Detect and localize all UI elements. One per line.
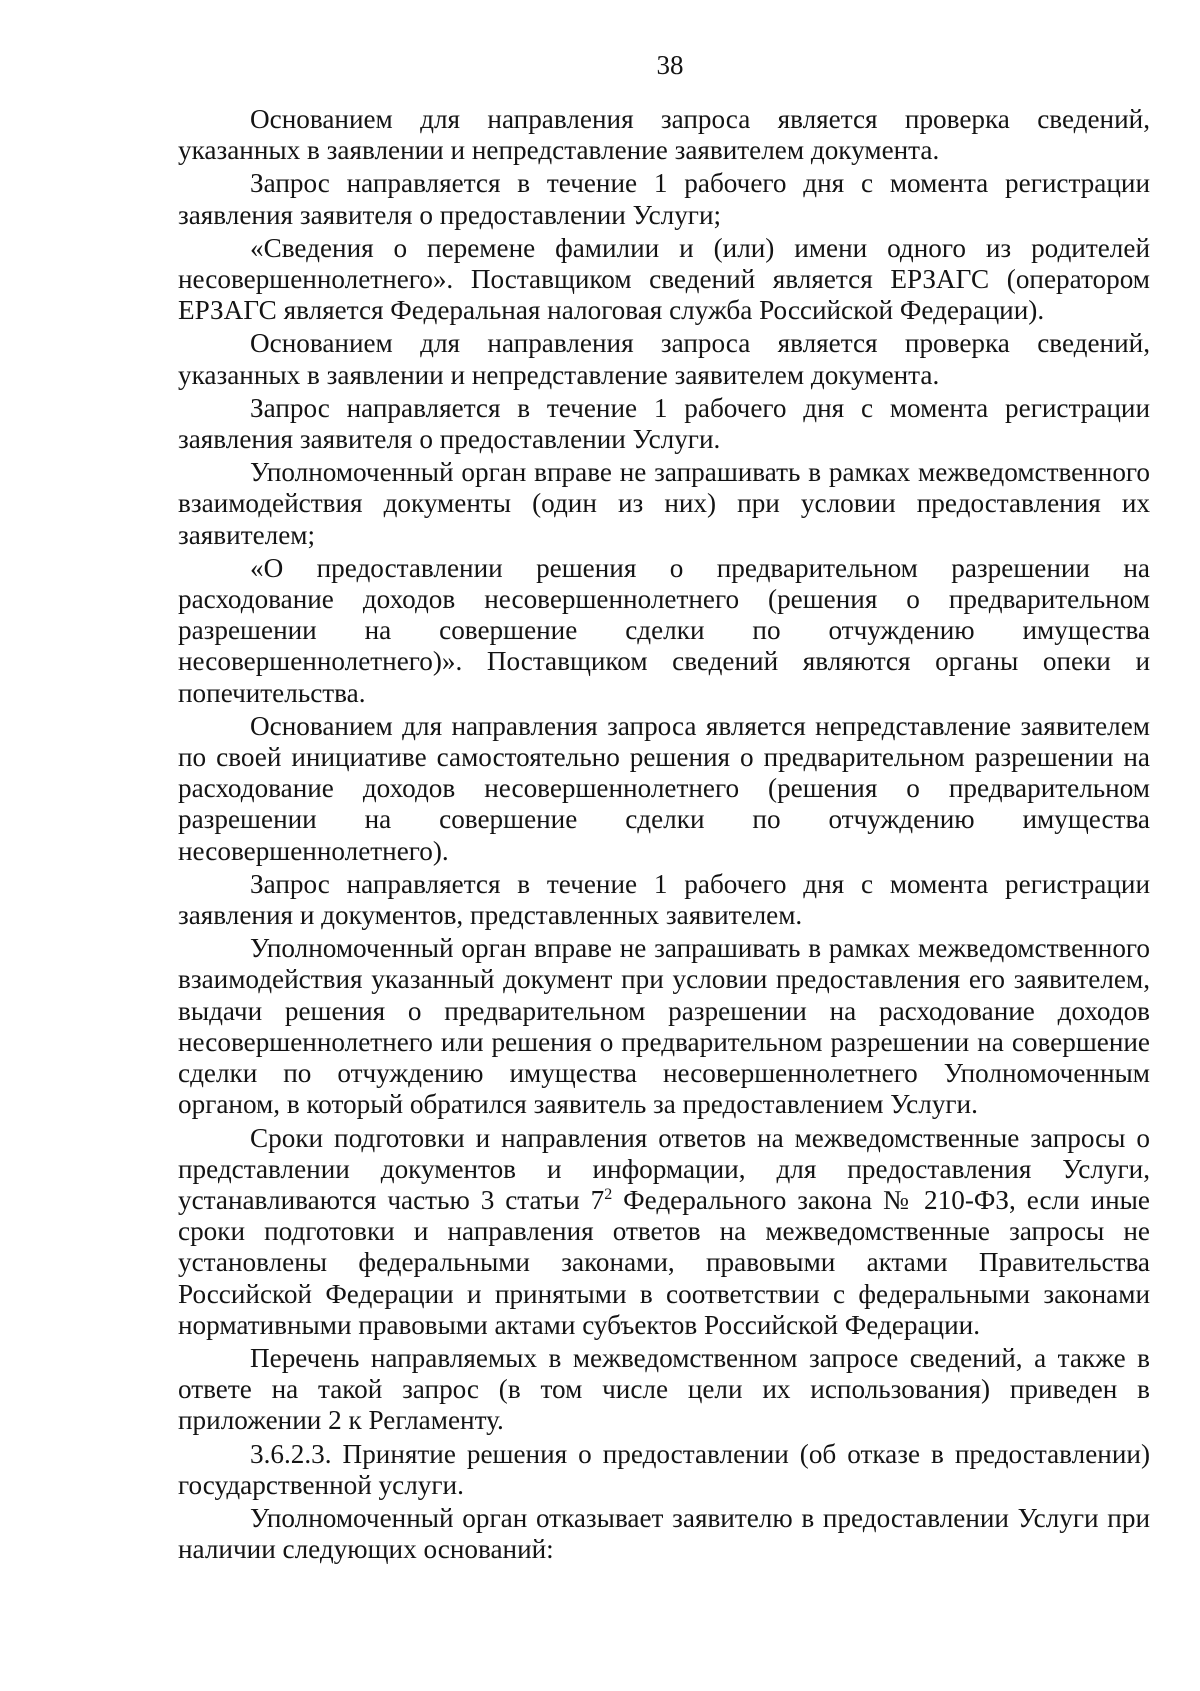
paragraph: Перечень направляемых в межведомственном запросе сведений, а также в ответе на такой запрос (в том числе цели их использования) приведен в приложении 2 к Регламенту. [178, 1342, 1150, 1436]
paragraph: Уполномоченный орган вправе не запрашивать в рамках межведомственного взаимодействия указанный документ при условии предоставления его заявителем, выдачи решения о предварительном разрешении на расходование доходов несовершеннолетнего или решения о предварительном разрешении на совершение сделки по отчуждению имущества несовершеннолетнего Уполномоченным органом, в который обратился заявитель за предоставлением Услуги. [178, 933, 1150, 1120]
document-body [178, 104, 1150, 1567]
paragraph: Уполномоченный орган вправе не запрашивать в рамках межведомственного взаимодействия документы (один из них) при условии предоставления их заявителем; [178, 457, 1150, 550]
paragraph: «Сведения о перемене фамилии и (или) имени одного из родителей несовершеннолетнего». Поставщиком сведений является ЕРЗАГС (оператором ЕРЗАГС является Федеральная налоговая служба Российской Федерации). [178, 232, 1150, 326]
section-heading: 3.6.2.3. Принятие решения о предоставлении (об отказе в предоставлении) государственной услуги. [178, 1438, 1150, 1500]
paragraph: Уполномоченный орган отказывает заявителю в предоставлении Услуги при наличии следующих оснований: [178, 1502, 1150, 1565]
paragraph: Основанием для направления запроса является непредставление заявителем по своей инициативе самостоятельно решения о предварительном разрешении на расходование доходов несовершеннолетнего (решения о предварительном разрешении на совершение сделки по отчуждению имущества несовершеннолетнего). [178, 710, 1150, 866]
superscript: 2 [604, 1185, 613, 1203]
page-number: 38 [656, 50, 684, 80]
paragraph: «О предоставлении решения о предварительном разрешении на расходование доходов несовершеннолетнего (решения о предварительном разрешении на совершение сделки по отчуждению имущества несовершеннолетнего)». Поставщиком сведений являются органы опеки и попечительства. [178, 552, 1150, 708]
paragraph: Запрос направляется в течение 1 рабочего дня с момента регистрации заявления заявителя о предоставлении Услуги. [178, 392, 1150, 455]
paragraph-text-after: Федерального закона № 210-ФЗ, если иные сроки подготовки и направления ответов на межведомственные запросы не установлены федеральными законами, правовыми актами Правительства Российской Федерации и принятыми в соответствии с федеральными законами нормативными правовыми актами субъектов Российской Федерации. [178, 1184, 1151, 1340]
paragraph-text-before: Сроки подготовки и направления ответов на межведомственные запросы о представлении документов и информации, для предоставления Услуги, устанавливаются частью 3 статьи 7 [178, 1122, 1150, 1215]
paragraph-deadlines [178, 1123, 1150, 1341]
paragraph: Запрос направляется в течение 1 рабочего дня с момента регистрации заявления и документов, представленных заявителем. [178, 868, 1150, 931]
paragraph: Запрос направляется в течение 1 рабочего дня с момента регистрации заявления заявителя о предоставлении Услуги; [178, 168, 1150, 230]
paragraph: Основанием для направления запроса является проверка сведений, указанных в заявлении и непредставление заявителем документа. [178, 104, 1150, 166]
paragraph: Основанием для направления запроса является проверка сведений, указанных в заявлении и непредставление заявителем документа. [178, 328, 1150, 390]
